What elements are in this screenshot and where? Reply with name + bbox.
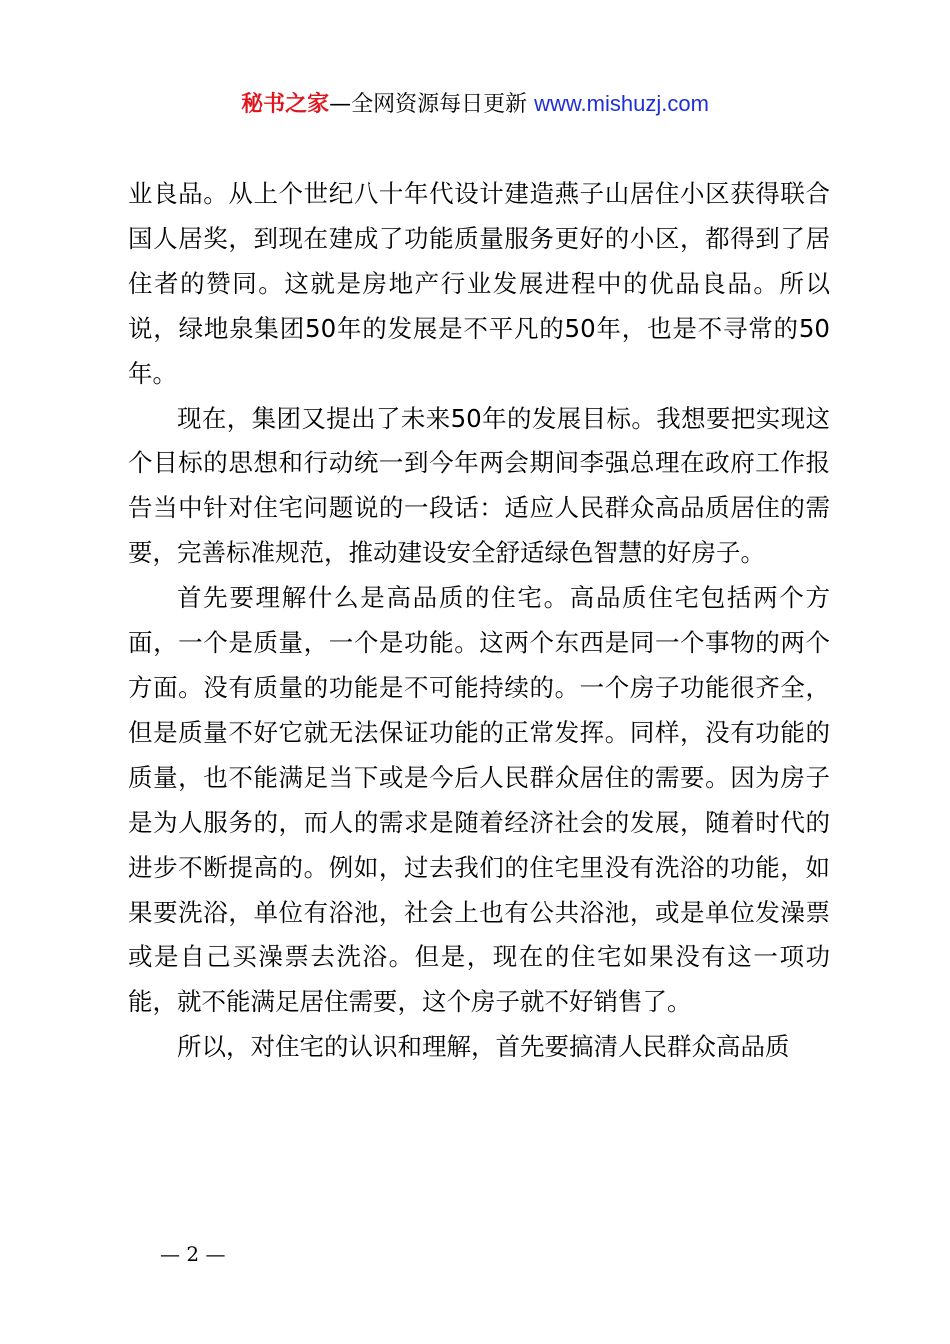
paragraph-4: 所以，对住宅的认识和理解，首先要搞清人民群众高品质 — [177, 1032, 790, 1062]
paragraph-3: 首先要理解什么是高品质的住宅。高品质住宅包括两个方面，一个是质量，一个是功能。这两个东西是同一个事物的两个方面。没有质量的功能是不可能持续的。一个房子功能很齐全，但是质量不好它就无法保证功能的正常发挥。同样，没有功能的质量，也不能满足当下或是今后人民群众居住的需要。因为房子是为人服务的，而人的需求是随着经济社会的发展，随着时代的进步不断提高的。例如，过去我们的住宅里没有洗浴的功能，如果要洗浴，单位有浴池，社会上也有公共浴池，或是单位发澡票或是自己买澡票去洗浴。但是，现在的住宅如果没有这一项功能，就不能满足居住需要，这个房子就不好销售了。 — [128, 583, 830, 1017]
brand-name: 秘书之家 — [241, 92, 330, 117]
header-tagline: —全网资源每日更新 — [329, 92, 535, 117]
paragraph-2: 现在，集团又提出了未来50年的发展目标。我想要把实现这个目标的思想和行动统一到今年两会期间李强总理在政府工作报告当中针对住宅问题说的一段话：适应人民群众高品质居住的需要，完善标准规范，推动建设安全舒适绿色智慧的好房子。 — [128, 403, 830, 568]
document-body — [128, 172, 830, 1070]
site-url[interactable]: www.mishuzj.com — [534, 91, 709, 116]
site-header — [0, 86, 950, 123]
paragraph-1: 业良品。从上个世纪八十年代设计建造燕子山居住小区获得联合国人居奖，到现在建成了功能质量服务更好的小区，都得到了居住者的赞同。这就是房地产行业发展进程中的优品良品。所以说，绿地泉集团50年的发展是不平凡的50年，也是不寻常的50年。 — [128, 179, 830, 388]
page-number: — 2 — — [160, 1242, 226, 1266]
